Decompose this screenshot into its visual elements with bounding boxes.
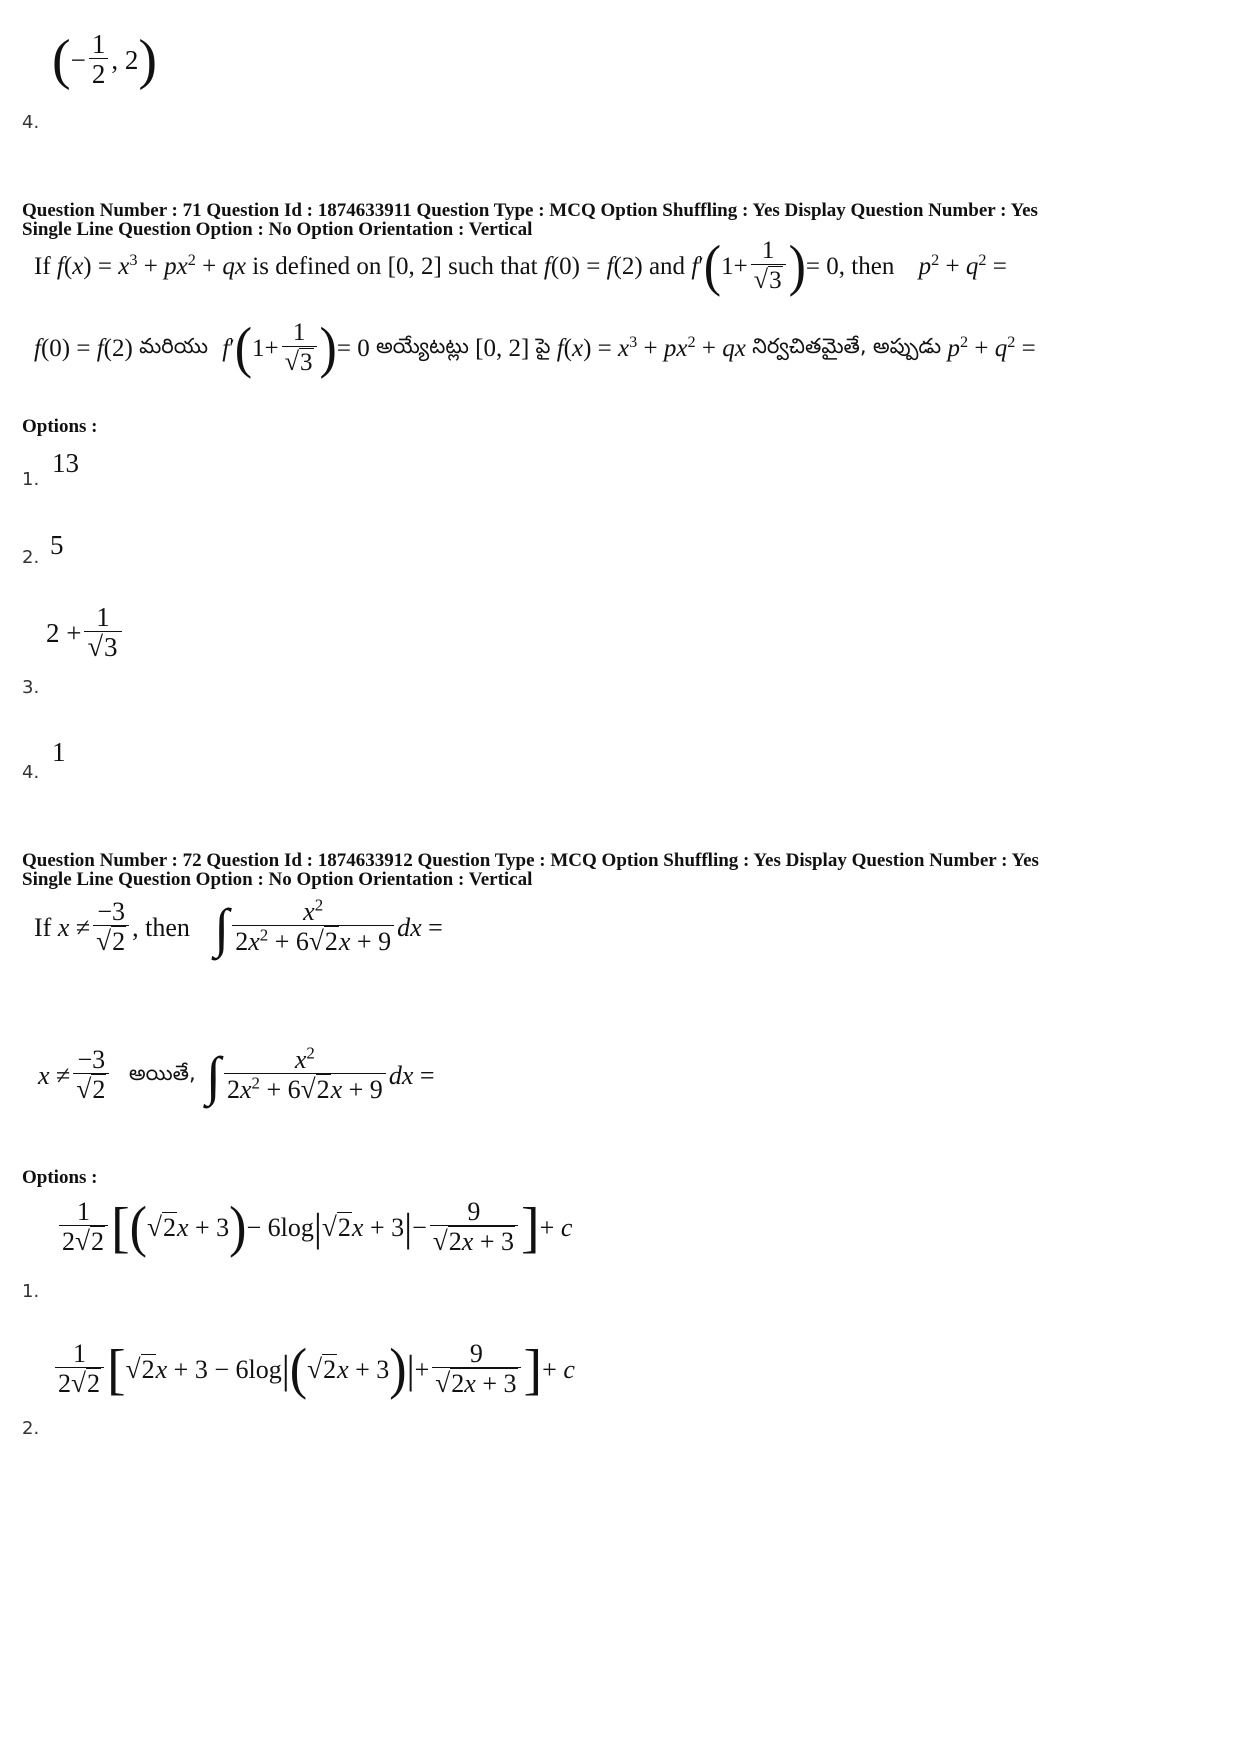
q72-en-if: If — [34, 912, 52, 942]
q72-meta-line1: Question Number : 72 Question Id : 1874633912 Question Type : MCQ Option Shuffling : Yes Display Question Number : Yes — [22, 850, 1039, 871]
q72-text-en: If x ≠ $\frac{-3}{√2}$ , then ∫ $\frac{x^2}{2x^2 + 6√2x + 9}$ dx = — [34, 895, 443, 958]
q71-te-ayyetatlu: అయ్యేటట్లు — [375, 334, 469, 358]
q71-te-pai: పై — [535, 334, 551, 358]
q71-en-and: and — [648, 253, 686, 280]
q71-option-4-value[interactable]: 1 — [52, 737, 66, 767]
q71-te-mariyu: మరియు — [139, 334, 209, 358]
q71-option-2-value[interactable]: 5 — [50, 530, 64, 560]
prev-option-4-value: (− $\frac{1}{2}$ , 2) — [52, 29, 158, 92]
q72-option-1-number: 1. — [22, 1281, 40, 1302]
q71-option-4-number: 4. — [22, 762, 40, 783]
q71-text-te: f(0) = f(2) మరియు f′(1+ $\frac{1}{√3}$ )= 0 అయ్యేటట్లు [0, 2] పై $f(x) = x^3 + px^2$ + qx నిర్వచితమైతే, అప్పుడు $p^2 + q^2$ = — [34, 317, 1036, 380]
q72-meta-line2: Single Line Question Option : No Option Orientation : Vertical — [22, 869, 533, 890]
q71-en-then: , then — [838, 253, 895, 280]
q71-option-1-number: 1. — [22, 469, 40, 490]
q71-text-en: If $f(x) = x^3 + px^2$ + qx is defined on [0, 2] such that f(0) = f(2) and f′(1+ $\frac{1}{√3}$ )= 0, then $p^2 + q^2$ = — [34, 235, 1007, 298]
q71-option-3-number: 3. — [22, 677, 40, 698]
q71-te-appudu: అప్పుడు — [872, 334, 942, 358]
prev-option-4-number: 4. — [22, 112, 40, 133]
q72-option-2-number: 2. — [22, 1418, 40, 1439]
q72-option-1-value[interactable]: $\frac{1}{2√2}$ [(√2x + 3)− 6log|√2x + 3|− $\frac{9}{√2x + 3}$ ]+ c — [56, 1198, 572, 1258]
q71-en-defined: is defined on [0, 2] such that — [252, 253, 538, 280]
q72-options-label: Options : — [22, 1167, 98, 1188]
q71-te-nirvachitamaite: నిర్వచితమైతే, — [752, 334, 867, 358]
q71-meta-line1: Question Number : 71 Question Id : 1874633911 Question Type : MCQ Option Shuffling : Yes Display Question Number : Yes — [22, 200, 1038, 221]
q71-en-if: If — [34, 253, 51, 280]
q71-option-3-value[interactable]: 2 + $\frac{1}{√3}$ — [46, 603, 125, 665]
q72-te-ayite: అయితే, — [128, 1060, 196, 1085]
q72-text-te: x ≠ $\frac{-3}{√2}$ అయితే, ∫ $\frac{x^2}{2x^2 + 6√2x + 9}$ dx = — [38, 1043, 435, 1106]
q72-option-2-value[interactable]: $\frac{1}{2√2}$ [√2x + 3 − 6log|(√2x + 3)|+ $\frac{9}{√2x + 3}$ ]+ c — [52, 1340, 575, 1400]
q71-meta-line2: Single Line Question Option : No Option Orientation : Vertical — [22, 219, 533, 240]
q71-options-label: Options : — [22, 416, 98, 437]
q72-en-then: , then — [132, 912, 190, 942]
q71-option-1-value[interactable]: 13 — [52, 448, 79, 478]
q71-option-2-number: 2. — [22, 547, 40, 568]
